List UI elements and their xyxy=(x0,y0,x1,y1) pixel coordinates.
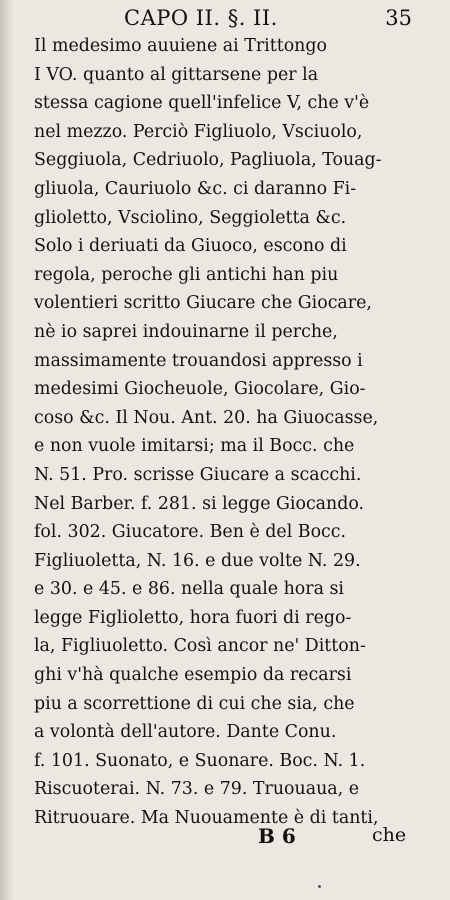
body-text xyxy=(34,32,434,833)
text-line: la, Figliuoletto. Così ancor ne' Ditton- xyxy=(34,636,366,657)
text-line: piu a scorrettione di cui che sia, che xyxy=(34,693,355,714)
text-line: e non vuole imitarsi; ma il Bocc. che xyxy=(34,436,355,457)
text-line: Nel Barber. f. 281. si legge Giocando. xyxy=(34,493,365,514)
text-line: medesimi Giocheuole, Giocolare, Gio- xyxy=(34,379,366,400)
text-line: glioletto, Vsciolino, Seggioletta &c. xyxy=(34,207,347,228)
text-line: a volontà dell'autore. Dante Conu. xyxy=(34,722,337,743)
text-line: Seggiuola, Cedriuolo, Pagliuola, Touag- xyxy=(34,150,382,171)
text-line: coso &c. Il Nou. Ant. 20. ha Giuocasse, xyxy=(34,407,379,428)
text-line: massimamente trouandosi appresso i xyxy=(34,350,363,371)
text-line: stessa cagione quell'infelice V, che v'è xyxy=(34,93,370,114)
running-head: CAPO II. §. II. xyxy=(124,6,278,30)
page-number: 35 xyxy=(385,6,412,30)
text-line: Solo i deriuati da Giuoco, escono di xyxy=(34,236,347,257)
text-line: N. 51. Pro. scrisse Giucare a scacchi. xyxy=(34,464,362,485)
text-line: regola, peroche gli antichi han piu xyxy=(34,264,339,285)
signature-mark: B 6 xyxy=(258,824,296,848)
page-footer xyxy=(0,824,450,854)
text-line: nè io saprei indouinarne il perche, xyxy=(34,321,338,342)
text-line: f. 101. Suonato, e Suonare. Boc. N. 1. xyxy=(34,750,366,771)
text-line: Riscuoterai. N. 73. e 79. Truouaua, e xyxy=(34,779,359,800)
ink-speck xyxy=(318,885,321,888)
text-line: Il medesimo auuiene ai Trittongo xyxy=(34,36,327,56)
text-line: gliuola, Cauriuolo &c. ci daranno Fi- xyxy=(34,178,357,199)
text-line: I VO. quanto al gittarsene per la xyxy=(34,64,319,85)
text-line: volentieri scritto Giucare che Giocare, xyxy=(34,293,372,314)
page-header xyxy=(70,6,430,32)
text-line: Figliuoletta, N. 16. e due volte N. 29. xyxy=(34,550,361,571)
text-line: fol. 302. Giucatore. Ben è del Bocc. xyxy=(34,522,347,543)
catchword: che xyxy=(372,824,407,846)
text-line: ghi v'hà qualche esempio da recarsi xyxy=(34,665,352,686)
text-line: nel mezzo. Perciò Figliuolo, Vsciuolo, xyxy=(34,121,363,142)
text-line: e 30. e 45. e 86. nella quale hora si xyxy=(34,579,344,600)
text-line: legge Figlioletto, hora fuori di rego- xyxy=(34,607,352,628)
text-line: Ritruouare. Ma Nuouamente è di tanti, xyxy=(34,808,379,829)
page-edge-shadow xyxy=(0,0,14,900)
